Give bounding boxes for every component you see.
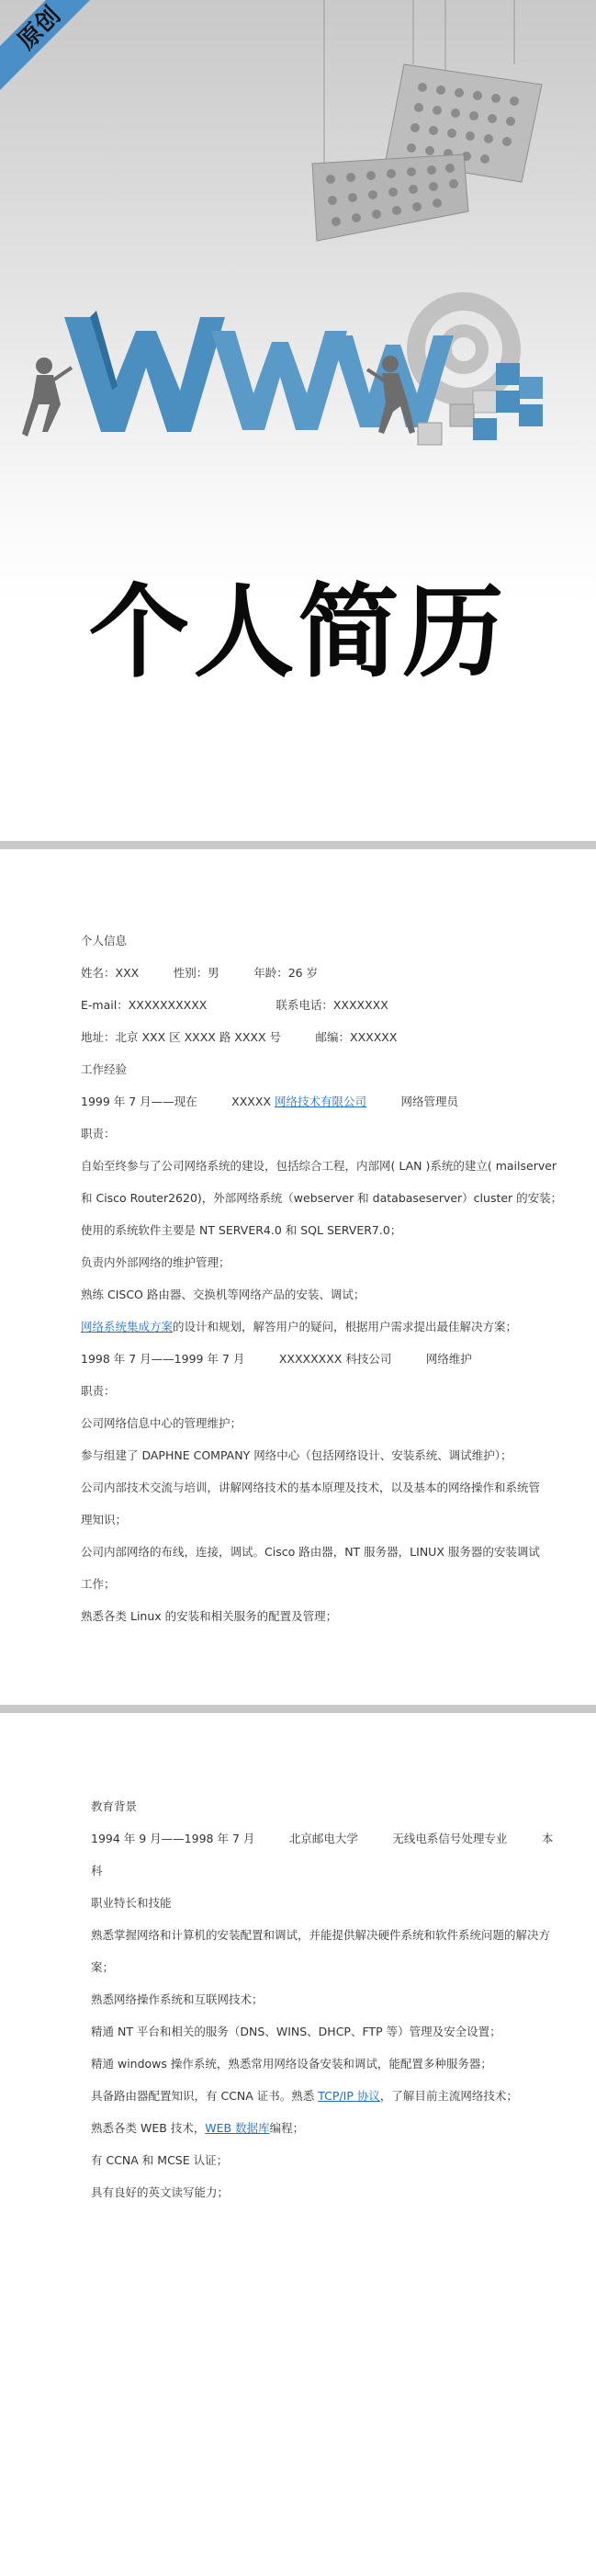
- text-segment: 负责内外部网络的维护管理；: [81, 1255, 231, 1269]
- text-segment: 地址：北京 XXX 区 XXXX 路 XXXX 号 邮编：XXXXXX: [81, 1030, 398, 1044]
- text-segment: E-mail：XXXXXXXXXX 联系电话：XXXXXXX: [81, 998, 388, 1012]
- text-segment: 1994 年 9 月——1998 年 7 月 北京邮电大学 无线电系信号处理专业 本: [91, 1832, 554, 1845]
- text-segment: ，了解目前主流网络技术；: [379, 2089, 518, 2103]
- text-segment: 个人信息: [81, 934, 128, 948]
- text-segment: 1998 年 7 月——1999 年 7 月 XXXXXXXX 科技公司 网络维护: [81, 1352, 472, 1366]
- page-divider: [0, 841, 596, 849]
- text-line: [91, 1862, 103, 1878]
- text-line: [81, 1286, 365, 1302]
- inline-link[interactable]: 网络技术有限公司: [274, 1095, 366, 1108]
- text-segment: 使用的系统软件主要是 NT SERVER4.0 和 SQL SERVER7.0；: [81, 1223, 402, 1237]
- text-line: [81, 1382, 116, 1399]
- cover-title: 个人简历: [88, 573, 508, 691]
- text-line: [81, 1093, 458, 1109]
- text-line: [81, 1189, 562, 1206]
- text-line: [81, 1511, 127, 1527]
- resume-page-2: [0, 1713, 596, 2576]
- text-segment: 精通 windows 操作系统，熟悉常用网络设备安装和调试，能配置多种服务器；: [91, 2057, 492, 2071]
- resume-page-1: [0, 849, 596, 1704]
- inline-link[interactable]: TCP/IP 协议: [318, 2089, 380, 2103]
- text-segment: 工作经验: [81, 1062, 128, 1076]
- text-line: [91, 2184, 229, 2200]
- text-segment: 熟悉各类 WEB 技术，: [91, 2121, 206, 2135]
- text-segment: 的设计和规划，解答用户的疑问，根据用户需求提出最佳解决方案；: [173, 1320, 518, 1333]
- text-line: [81, 1028, 397, 1045]
- text-line: [81, 1318, 517, 1334]
- figure-left: [22, 357, 72, 437]
- text-line: [81, 1447, 512, 1463]
- text-line: [81, 1607, 337, 1624]
- text-line: [91, 1926, 550, 1943]
- text-segment: 网络管理员: [366, 1095, 459, 1108]
- text-line: [81, 1414, 242, 1431]
- www-letters: [64, 311, 454, 432]
- text-segment: 教育背景: [91, 1799, 138, 1813]
- text-line: [81, 1543, 540, 1560]
- text-segment: 工作；: [81, 1577, 116, 1591]
- text-line: [81, 996, 388, 1013]
- text-segment: 编程；: [269, 2121, 305, 2135]
- text-line: [81, 932, 127, 948]
- text-segment: 姓名：XXX 性别：男 年龄：26 岁: [81, 966, 319, 980]
- text-line: [91, 2151, 228, 2168]
- text-segment: 熟悉掌握网络和计算机的安装配置和调试，并能提供解决硬件系统和软件系统问题的解决方: [91, 1928, 551, 1942]
- text-line: [81, 1221, 401, 1238]
- text-segment: 1999 年 7 月——现在 XXXXX: [81, 1095, 275, 1108]
- inline-link[interactable]: WEB 数据库: [205, 2121, 270, 2135]
- text-line: [91, 2087, 518, 2104]
- text-line: [81, 1125, 116, 1141]
- text-segment: 精通 NT 平台和相关的服务（DNS、WINS、DHCP、FTP 等）管理及安全设置；: [91, 2025, 501, 2038]
- text-line: [91, 2023, 501, 2039]
- text-segment: 熟悉网络操作系统和互联网技术；: [91, 1992, 264, 2006]
- text-line: [91, 2055, 492, 2071]
- text-segment: 具备路由器配置知识，有 CCNA 证书。熟悉: [91, 2089, 319, 2103]
- text-line: [81, 1350, 472, 1367]
- text-line: [81, 1061, 127, 1077]
- text-segment: 案；: [91, 1960, 115, 1974]
- text-line: [91, 1991, 264, 2007]
- text-line: [81, 1575, 116, 1592]
- text-segment: 科: [91, 1864, 103, 1878]
- page-divider: [0, 1705, 596, 1713]
- original-badge: 原创: [0, 0, 106, 95]
- text-line: [91, 1958, 114, 1975]
- text-line: [81, 1254, 231, 1270]
- text-segment: 和 Cisco Router2620)，外部网络系统（webserver 和 databaseserver）cluster 的安装；: [81, 1191, 563, 1205]
- text-segment: 具有良好的英文读写能力；: [91, 2185, 230, 2199]
- text-segment: 自始至终参与了公司网络系统的建设，包括综合工程，内部网( LAN )系统的建立( mailserver: [81, 1159, 557, 1173]
- text-line: [91, 1894, 172, 1911]
- text-line: [81, 964, 318, 981]
- text-line: [91, 1830, 553, 1846]
- text-segment: 公司网络信息中心的管理维护；: [81, 1416, 242, 1430]
- text-segment: 熟悉各类 Linux 的安装和相关服务的配置及管理；: [81, 1609, 338, 1623]
- text-segment: 职责：: [81, 1127, 116, 1140]
- cover-page: [0, 0, 596, 841]
- inline-link[interactable]: 网络系统集成方案: [81, 1320, 174, 1333]
- text-line: [91, 2119, 304, 2136]
- text-segment: 公司内部技术交流与培训，讲解网络技术的基本原理及技术，以及基本的网络操作和系统管: [81, 1481, 541, 1494]
- text-segment: 公司内部网络的布线，连接，调试。Cisco 路由器，NT 服务器，LINUX 服务器的安装调试: [81, 1545, 540, 1559]
- text-segment: 理知识；: [81, 1513, 128, 1526]
- text-segment: 参与组建了 DAPHNE COMPANY 网络中心（包括网络设计、安装系统、调试维护）；: [81, 1448, 512, 1462]
- text-segment: 职业特长和技能: [91, 1896, 172, 1910]
- www-illustration: [0, 0, 596, 515]
- text-line: [81, 1157, 557, 1174]
- text-segment: 有 CCNA 和 MCSE 认证；: [91, 2153, 229, 2167]
- text-segment: 熟练 CISCO 路由器、交换机等网络产品的安装、调试；: [81, 1288, 365, 1301]
- key-panel-back: [312, 154, 468, 241]
- text-line: [81, 1479, 540, 1495]
- text-line: [91, 1798, 137, 1814]
- text-segment: 职责：: [81, 1384, 116, 1398]
